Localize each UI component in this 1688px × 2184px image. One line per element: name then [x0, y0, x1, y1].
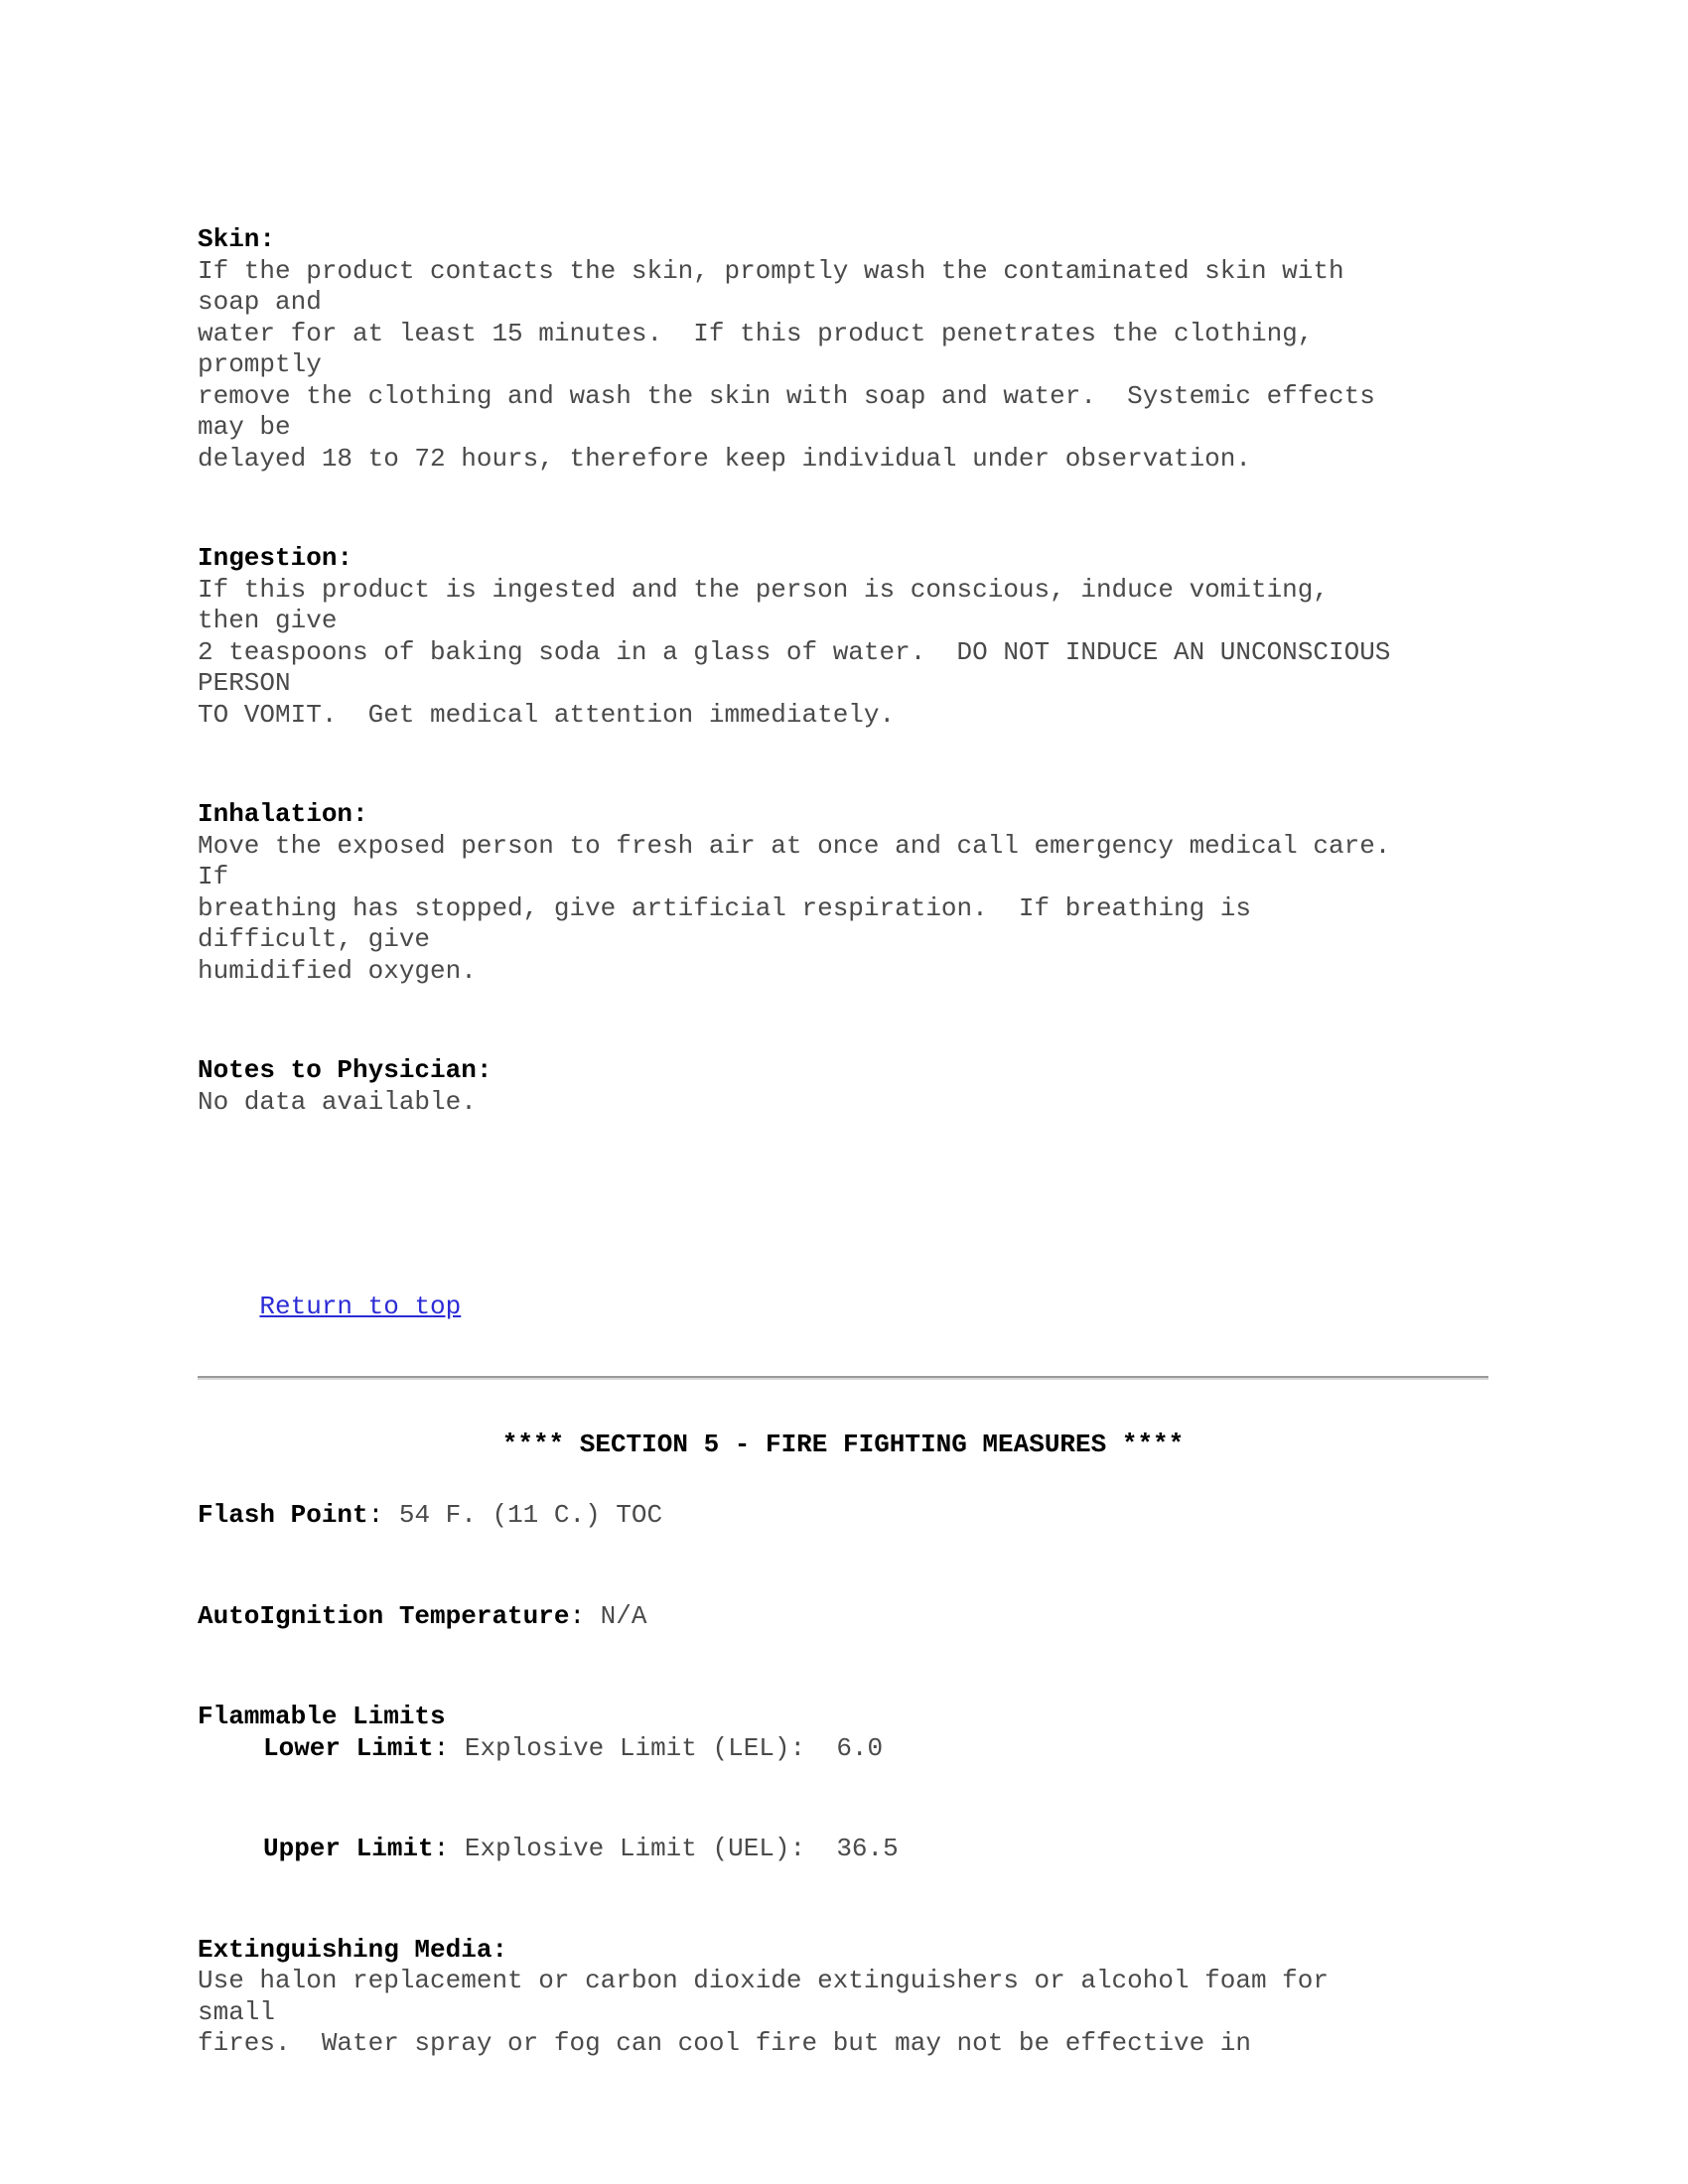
notes-heading: Notes to Physician: [198, 1055, 477, 1085]
notes-section: Notes to Physician: No data available.: [198, 1055, 1498, 1118]
ingestion-line: then give: [198, 606, 338, 635]
skin-line: may be: [198, 412, 291, 442]
skin-line: soap and: [198, 287, 322, 317]
section-divider: [198, 1376, 1488, 1380]
autoignition-value: N/A: [585, 1600, 647, 1631]
lower-limit-row: Lower Limit: Explosive Limit (LEL): 6.0: [263, 1732, 884, 1763]
flash-point-value: 54 F. (11 C.) TOC: [383, 1500, 663, 1530]
upper-limit-label: Upper Limit: [263, 1834, 434, 1863]
section-5-title: **** SECTION 5 - FIRE FIGHTING MEASURES ****: [501, 1429, 1185, 1459]
inhalation-line: If: [198, 862, 229, 891]
skin-section: Skin: If the product contacts the skin, promptly wash the contaminated skin with soap and water for at least 15 minutes. If this product penetrates the clothing, promptly remove the clothing and wash the skin with soap and water. Systemic effects may be delayed 18 to 72 hours, therefore keep individual under observation.: [198, 224, 1498, 475]
skin-heading: Skin: [198, 224, 260, 254]
skin-line: promptly: [198, 349, 322, 379]
extinguishing-media-line: small: [198, 1996, 276, 2027]
extinguishing-media-line: fires. Water spray or fog can cool fire but may not be effective in: [198, 2028, 1251, 2058]
inhalation-line: difficult, give: [198, 924, 431, 954]
skin-line: delayed 18 to 72 hours, therefore keep individual under observation.: [198, 443, 1251, 474]
ingestion-line: If this product is ingested and the person is conscious, induce vomiting,: [198, 574, 1329, 605]
return-to-top-link[interactable]: Return to top: [259, 1291, 462, 1321]
upper-limit-row: Upper Limit: Explosive Limit (UEL): 36.5: [263, 1834, 899, 1863]
document-page: [198, 224, 1498, 2060]
extinguishing-media-section: Extinguishing Media: Use halon replacement or carbon dioxide extinguishers or alcohol foam for small fires. Water spray or fog can cool fire but may not be effective in: [198, 1935, 1498, 2060]
ingestion-line: PERSON: [198, 668, 291, 698]
autoignition-label: AutoIgnition Temperature: [198, 1600, 570, 1631]
autoignition-row: AutoIgnition Temperature: N/A: [198, 1600, 647, 1631]
inhalation-line: Move the exposed person to fresh air at once and call emergency medical care.: [198, 830, 1391, 861]
ingestion-line: 2 teaspoons of baking soda in a glass of water. DO NOT INDUCE AN UNCONSCIOUS: [198, 636, 1391, 667]
notes-text: No data available.: [198, 1086, 477, 1117]
skin-line: remove the clothing and wash the skin with soap and water. Systemic effects: [198, 380, 1375, 411]
inhalation-heading: Inhalation: [198, 799, 353, 829]
extinguishing-media-heading: Extinguishing Media: [198, 1934, 492, 1965]
ingestion-section: Ingestion: If this product is ingested and the person is conscious, induce vomiting, then give 2 teaspoons of baking soda in a glass of water. DO NOT INDUCE AN UNCONSCIOUS PERSON TO VOMIT. Get medical attention immediately.: [198, 543, 1498, 731]
flash-point-label: Flash Point: [198, 1500, 368, 1530]
flammable-limits-heading: Flammable Limits: [198, 1702, 446, 1731]
flash-point-row: Flash Point: 54 F. (11 C.) TOC: [198, 1500, 663, 1530]
extinguishing-media-line: Use halon replacement or carbon dioxide extinguishers or alcohol foam for: [198, 1966, 1329, 1995]
lower-limit-value: Explosive Limit (LEL): 6.0: [449, 1732, 884, 1763]
inhalation-section: Inhalation: Move the exposed person to fresh air at once and call emergency medical care. If breathing has stopped, give artificial respiration. If breathing is difficult, give humidified oxygen.: [198, 799, 1498, 987]
ingestion-heading: Ingestion: [198, 543, 338, 573]
skin-line: If the product contacts the skin, promptly wash the contaminated skin with: [198, 255, 1344, 286]
inhalation-line: humidified oxygen.: [198, 955, 477, 986]
inhalation-line: breathing has stopped, give artificial respiration. If breathing is: [198, 892, 1251, 923]
skin-line: water for at least 15 minutes. If this product penetrates the clothing,: [198, 318, 1314, 348]
upper-limit-value: Explosive Limit (UEL): 36.5: [449, 1834, 899, 1863]
ingestion-line: TO VOMIT. Get medical attention immediately.: [198, 699, 896, 730]
lower-limit-label: Lower Limit: [263, 1732, 434, 1763]
